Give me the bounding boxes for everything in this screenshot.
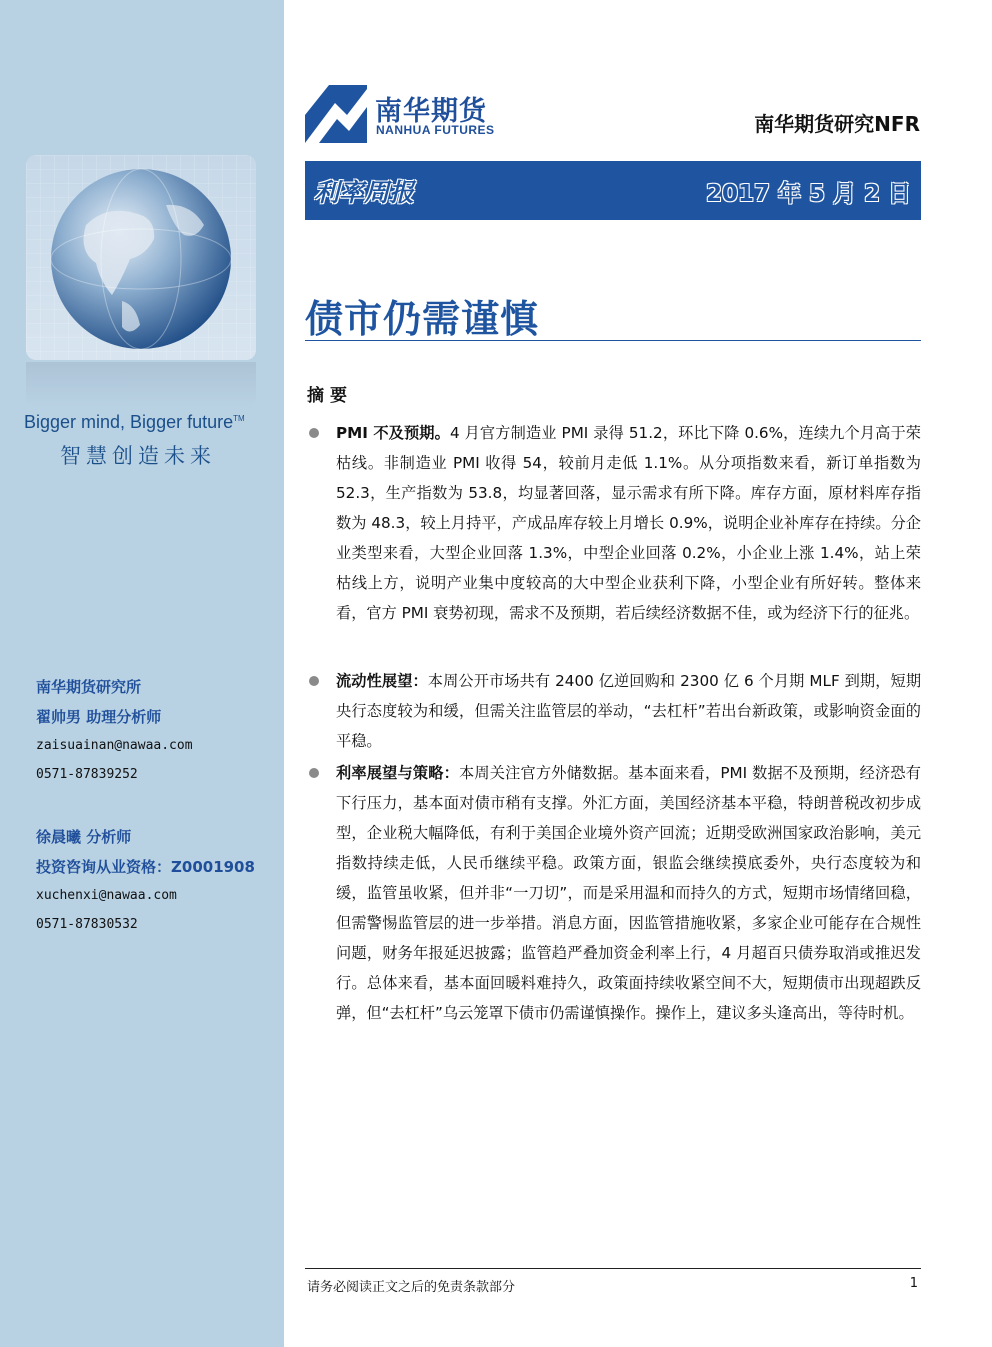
globe-icon [26, 155, 256, 360]
analyst-2-phone: 0571-87830532 [36, 917, 138, 932]
bullet-icon [309, 676, 319, 686]
globe-image [26, 155, 256, 360]
globe-reflection [26, 362, 256, 407]
summary-item-strategy [336, 758, 921, 1028]
summary-heading: 摘要 [307, 386, 353, 406]
summary-item-lead: PMI 不及预期。 [336, 424, 450, 442]
sidebar [0, 0, 284, 1347]
analyst-1-name: 翟帅男 助理分析师 [36, 708, 162, 726]
logo-text-cn: 南华期货 [375, 96, 487, 127]
nanhua-logo-icon [305, 85, 367, 143]
footer-divider [305, 1268, 921, 1269]
summary-item-pmi [336, 418, 921, 628]
brand-title: 南华期货研究NFR [754, 112, 920, 136]
report-banner [305, 161, 921, 220]
tagline-cn: 智慧创造未来 [60, 444, 216, 468]
logo-text-en: NANHUA FUTURES [376, 123, 495, 137]
summary-item-liquidity [336, 666, 921, 756]
page-title: 债市仍需谨慎 [305, 297, 540, 341]
research-institute-name: 南华期货研究所 [36, 678, 142, 696]
summary-item-text: 4 月官方制造业 PMI 录得 51.2，环比下降 0.6%，连续九个月高于荣枯线。非制造业 PMI 收得 54，较前月走低 1.1%。从分项指数来看，新订单指数为 52.3，生产指数为 53.8，均显著回落，显示需求有所下降。库存方面，原材料库存指数为 48.3，较上月持平，产成品库存较上月增长 0.9%，说明企业补库存在持续。分企业类型来看，大型企业回落 1.3%，中型企业回落 0.2%，小企业上涨 1.4%，站上荣枯线上方，说明产业集中度较高的大中型企业获利下降，小型企业有所好转。整体来看，官方 PMI 衰势初现，需求不及预期，若后续经济数据不佳，或为经济下行的征兆。 [336, 424, 921, 622]
report-type: 利率周报 [314, 178, 415, 207]
bullet-icon [309, 768, 319, 778]
title-divider [305, 340, 921, 341]
tagline-en: Bigger mind, Bigger future™ [24, 412, 245, 432]
bullet-icon [309, 428, 319, 438]
analyst-1-email[interactable]: zaisuainan@nawaa.com [36, 738, 193, 753]
footer-disclaimer: 请务必阅读正文之后的免责条款部分 [307, 1280, 516, 1295]
summary-item-text: 本周关注官方外储数据。基本面来看，PMI 数据不及预期，经济恐有下行压力，基本面对债市稍有支撑。外汇方面，美国经济基本平稳，特朗普税改初步成型，企业税大幅降低，有利于美国企业境外资产回流；近期受欧洲国家政治影响，美元指数持续走低，人民币继续平稳。政策方面，银监会继续摸底委外，央行态度较为和缓，监管虽收紧，但并非“一刀切”，而是采用温和而持久的方式，短期市场情绪回稳，但需警惕监管层的进一步举措。消息方面，因监管措施收紧，多家企业可能存在合规性问题，财务年报延迟披露；监管趋严叠加资金利率上行，4 月超百只债券取消或推迟发行。总体来看，基本面回暖料难持久，政策面持续收紧空间不大，短期债市出现超跌反弹，但“去杠杆”乌云笼罩下债市仍需谨慎操作。操作上，建议多头逢高出，等待时机。 [336, 764, 921, 1022]
analyst-1-phone: 0571-87839252 [36, 767, 138, 782]
summary-item-lead: 流动性展望： [336, 672, 428, 690]
summary-item-lead: 利率展望与策略： [336, 764, 459, 782]
analyst-2-email[interactable]: xuchenxi@nawaa.com [36, 888, 177, 903]
analyst-2-license: 投资咨询从业资格：Z0001908 [36, 858, 255, 876]
summary-item-text: 本周公开市场共有 2400 亿逆回购和 2300 亿 6 个月期 MLF 到期，短期央行态度较为和缓，但需关注监管层的举动，“去杠杆”若出台新政策，或影响资金面的平稳。 [336, 672, 922, 750]
analyst-2-name: 徐晨曦 分析师 [36, 828, 132, 846]
report-date: 2017 年 5 月 2 日 [705, 181, 911, 207]
page-number: 1 [909, 1276, 918, 1291]
